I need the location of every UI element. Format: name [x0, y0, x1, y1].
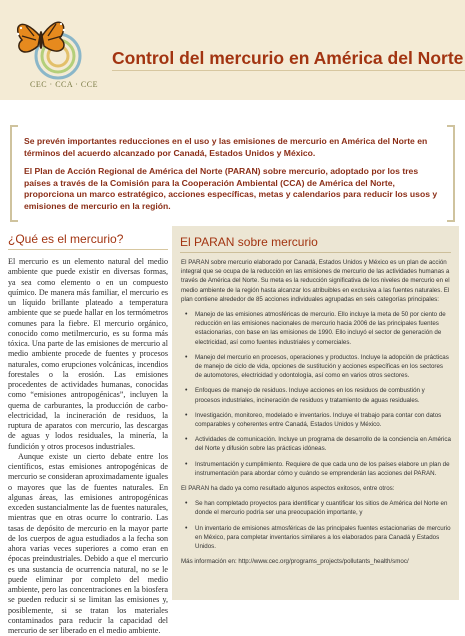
- bullet-icon: •: [185, 311, 188, 319]
- bullet-icon: •: [185, 460, 188, 468]
- bullet-icon: •: [185, 436, 188, 444]
- bullet-icon: •: [185, 387, 188, 395]
- list-item: • Se han completado proyectos para identificar y cuantificar los sitios de América del Norte en donde el mercurio podría ser una preocupación importante, y: [185, 500, 448, 517]
- intro-bracket-left: [10, 125, 18, 222]
- list-item: • Manejo de las emisiones atmosféricas de mercurio. Ello incluye la meta de 50 por ciento de reducción en las emisiones nacionales de mercurio hacia 2006 de las principales fuentes estacionarias, con base en las emisiones de 1990. Ello incluyó el sector de generación de electricidad, así como fuentes industriales y comerciales.: [185, 311, 446, 346]
- page-title: Control del mercurio en América del Norte: [112, 48, 464, 68]
- bullet-icon: •: [185, 524, 188, 532]
- category-list: [181, 310, 451, 478]
- intro-paragraph-2: El Plan de Acción Regional de América del Norte (PARAN) sobre mercurio, adoptado por los tres países a través de la Comisión para la Cooperación Ambiental (CCA) de América del Norte, proporciona un marco estratégico, acciones específicas, metas y calendarios para reducir los usos y emisiones de mercurio en la región.: [24, 166, 438, 211]
- more-info-link[interactable]: Más información en: http://www.cec.org/programs_projects/pollutants_health/smoc/: [181, 558, 409, 566]
- list-item: • Manejo del mercurio en procesos, operaciones y productos. Incluye la adopción de prácticas de manejo de ciclo de vida, opciones de sustitución y acciones específicas en los sectores de automotores, electricidad y odontología, así como en varios otros sectores.: [185, 353, 449, 380]
- sidebar-heading-divider: [180, 252, 451, 253]
- list-item: • Investigación, monitoreo, modelado e inventarios. Incluye el trabajo para contar con datos comparables y coherentes entre Canadá, Estados Unidos y México.: [185, 411, 442, 429]
- list-item: • Actividades de comunicación. Incluye un programa de desarrollo de la conciencia en América del Norte y difusión sobre las prácticas idóneas.: [185, 436, 451, 453]
- left-paragraph-1: El mercurio es un elemento natural del medio ambiente que puede existir en diversas formas, ya sea como elemento o en un compuesto químico. De manera más familiar, el mercurio es un líquido brillante plateado a temperatura ambiente que se puede hallar en los termómetros comunes para la fiebre. El mercurio orgánico, conocido como metilmercurio, es su forma más tóxica. Una parte de las emisiones de mercurio al medio ambiente procede de fuentes y procesos naturales, como erupciones volcánicas, incendios forestales o la erosión. Las emisiones procedentes de actividades humanas, conocidas como “emisiones antropogénicas”, incluyen la quema de carburantes, la producción de carbo-electricidad, la incineración de residuos, la ruptura de aparatos con mercurio, las descargas de aguas y lodos residuales, la minería, la fundición y otros procesos industriales.: [8, 257, 168, 451]
- bullet-icon: •: [185, 500, 188, 508]
- results-intro: El PARAN ha dado ya como resultado algunos aspectos exitosos, entre otros:: [181, 485, 395, 493]
- list-item: • Instrumentación y cumplimiento. Requiere de que cada uno de los países elabore un plan de instrumentación para abordar cómo y cuándo se emprenderán las acciones del PARAN.: [185, 460, 450, 477]
- sidebar-heading: El PARAN sobre mercurio: [180, 235, 318, 249]
- intro-paragraph-1: Se prevén importantes reducciones en el uso y las emisiones de mercurio en América del Norte en términos del acuerdo alcanzado por Canadá, Estados Unidos y México.: [24, 136, 428, 158]
- paran-sidebar: [172, 226, 459, 600]
- list-item: • Enfoques de manejo de residuos. Incluye acciones en los residuos de combustión y procesos industriales, incineración de residuos y tratamiento de aguas residuales.: [185, 387, 425, 404]
- sidebar-body: [181, 258, 451, 572]
- intro-bracket-right: [447, 125, 455, 222]
- bullet-icon: •: [185, 411, 188, 419]
- cec-butterfly-logo: [12, 6, 94, 90]
- left-heading-divider: [8, 249, 168, 250]
- results-list: [181, 499, 451, 551]
- left-paragraph-2: Aunque existe un cierto debate entre los científicos, estas emisiones antropogénicas de mercurio se consideran aproximadamente iguales o mayores que las de fuentes naturales. En algunas áreas, las emisiones antropogénicas exceden sustancialmente las de fuentes naturales, mientras que en otras ocurre lo contrario. Las tasas de depósito de mercurio en la mayor parte de los cuerpos de agua estudiados a la fecha son ahora varias veces superiores a como eran en épocas preindustriales. Debido a que el mercurio es una sustancia de ocurrencia natural, no se le puede eliminar por completo del medio ambiente, pero las concentraciones en la biosfera se pueden reducir si se limitan las emisiones y, posiblemente, si se tratan los materiales contaminados para reducir la capacidad del mercurio de ser liberado en el medio ambiente.: [8, 451, 169, 635]
- sidebar-intro: El PARAN sobre mercurio elaborado por Canadá, Estados Unidos y México es un plan de acción integral que se ocupa de la reducción en las emisiones de mercurio de las actividades humanas a través de América del Norte. Su meta es la reducción significativa de los niveles de mercurio en el medio ambiente de la región hasta alcanzar los atribuibles en exclusiva a las fuentes naturales. El plan contiene alrededor de 85 acciones individuales agrupadas en seis categorías principales:: [181, 259, 450, 303]
- butterfly-icon: [17, 22, 66, 52]
- header-band: [0, 0, 465, 100]
- logo-text: CEC · CCA · CCE: [30, 80, 98, 89]
- bullet-icon: •: [185, 353, 188, 361]
- title-divider: [112, 70, 465, 71]
- left-column: [8, 232, 168, 636]
- list-item: • Un inventario de emisiones atmosféricas de las principales fuentes estacionarias de mercurio en México, para completar inventarios similares a los elaborados para Canadá y Estados Unidos.: [185, 524, 451, 551]
- intro-box: [10, 125, 455, 222]
- left-heading: ¿Qué es el mercurio?: [8, 232, 124, 246]
